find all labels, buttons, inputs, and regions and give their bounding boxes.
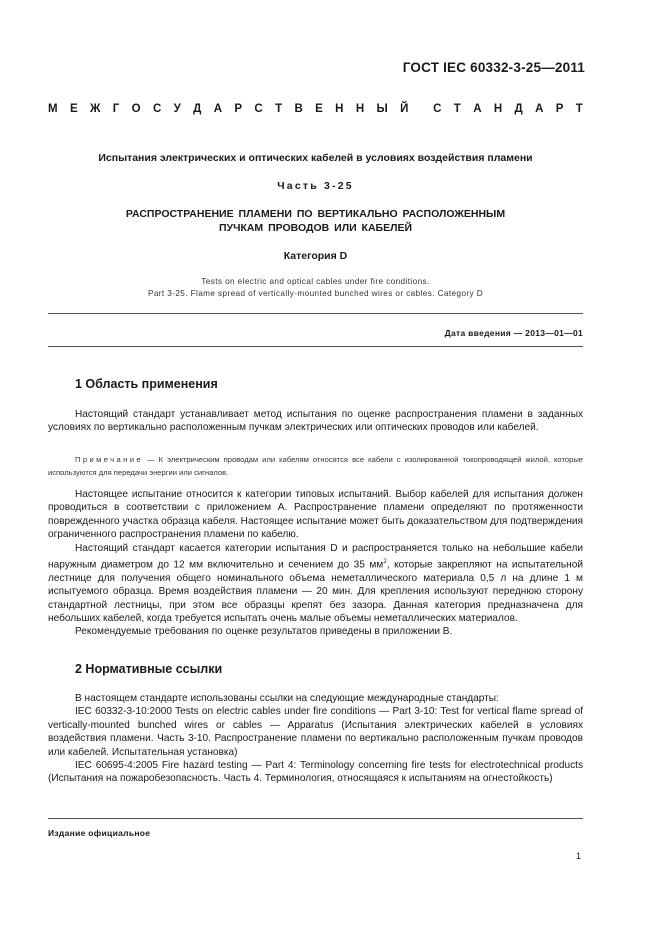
- document-code: ГОСТ IEC 60332-3-25—2011: [402, 60, 585, 75]
- banner-letter: Т: [575, 103, 583, 115]
- banner-letter: Н: [335, 103, 344, 115]
- divider-footer: [48, 818, 583, 819]
- section2-heading: 2 Нормативные ссылки: [75, 662, 223, 676]
- section2-body: [48, 692, 583, 786]
- banner-letter: Е: [69, 103, 78, 115]
- main-heading: [48, 207, 583, 235]
- section2-reference1: IEC 60332-3-10:2000 Tests on electric cables under fire conditions — Part 3-10: Test for vertical flame spread of vertically-mounted bunched wires or cables — Apparatus (Испытания электрических кабелей в условиях воздействия пламени. Часть 3-10. Распространение пламени по вертикально расположенным пучкам проводов или кабелей. Испытательная установка): [48, 706, 583, 758]
- banner-letter: А: [213, 103, 223, 115]
- section1-paragraph4: Рекомендуемые требования по оценке результатов приведены в приложении В.: [75, 626, 453, 638]
- note-text: — К электрическим проводам или кабелям относятся все кабели с изолированной токопроводящей жилой, которые используются для передачи энергии или сигналов.: [48, 455, 583, 477]
- title-line: Испытания электрических и оптических кабелей в условиях воздействия пламени: [98, 152, 533, 164]
- banner-letter: Д: [514, 103, 523, 115]
- banner-letter: Е: [315, 103, 323, 115]
- section1-paragraph3: Настоящий стандарт касается категории испытания D и распространяется только на небольшие кабели наружным диаметром до 12 мм включительно и сечением до 35 $мм^2$, которые закрепляют на испытательной лестнице для получения общего номинального объема неметаллического материала 0,5 л на длине 1 м испытуемого образца. Время воздействия пламени — 20 мин. Для крепления используют переднюю сторону стандартной лестницы, при этом все образцы крепят без зазора. Данная категория предназначена для небольших кабелей, когда требуется испытать очень малые объемы неметаллических материалов.: [48, 542, 583, 625]
- english-title-line2: Part 3-25. Flame spread of vertically-mounted bunched wires or cables. Category D: [147, 289, 484, 298]
- english-title-line1: Tests on electric and optical cables under fire conditions.: [201, 277, 430, 286]
- english-title: [48, 276, 583, 300]
- part-label: Часть 3-25: [277, 180, 354, 192]
- banner-letter: Т: [275, 103, 283, 115]
- category-label: Категория D: [283, 250, 348, 262]
- banner-letter: Р: [555, 103, 564, 115]
- banner-letter: Д: [193, 103, 202, 115]
- banner-letter: Й: [400, 103, 409, 115]
- banner-letter: С: [433, 103, 442, 115]
- section1-heading: 1 Область применения: [75, 377, 218, 391]
- section1-paragraph2: Настоящее испытание относится к категории типовых испытаний. Выбор кабелей для испытания должен проводиться в соответствии с приложением А. Распространение пламени определяют по протяженности поврежденного участка образца кабеля. Настоящее испытание может быть доказательством для подтверждения ограниченного распространения пламени по кабелю.: [48, 489, 583, 541]
- banner-letter: Н: [355, 103, 365, 115]
- banner-letter: Т: [453, 103, 461, 115]
- divider-top: [48, 313, 583, 314]
- banner-letter: Н: [493, 103, 503, 115]
- note-label: Примечание: [75, 455, 143, 464]
- main-heading-line2: ПУЧКАМ ПРОВОДОВ ИЛИ КАБЕЛЕЙ: [218, 222, 413, 234]
- banner-letter: Ы: [376, 103, 388, 115]
- section2-paragraph1: В настоящем стандарте использованы ссылки на следующие международные стандарты:: [75, 693, 499, 704]
- divider-date: [48, 346, 583, 347]
- main-heading-line1: РАСПРОСТРАНЕНИЕ ПЛАМЕНИ ПО ВЕРТИКАЛЬНО РАСПОЛОЖЕННЫМ: [125, 208, 506, 220]
- banner-letter: А: [535, 103, 544, 115]
- banner-letter: Р: [234, 103, 243, 115]
- banner-letter: С: [152, 103, 162, 115]
- interstate-standard-banner: [48, 103, 583, 115]
- banner-letter: Г: [112, 103, 120, 115]
- edition-label: Издание официальное: [48, 828, 151, 838]
- banner-letter: А: [473, 103, 482, 115]
- banner-letter: В: [294, 103, 303, 115]
- banner-letter: О: [131, 103, 141, 115]
- section2-reference2: IEC 60695-4:2005 Fire hazard testing — Part 4: Terminology concerning fire tests for electrotechnical products (Испытания на пожаробезопасность. Часть 4. Терминология, относящаяся к испытаниям на огнестойкость): [48, 760, 583, 785]
- banner-letter: М: [48, 103, 58, 115]
- section1-note: [48, 454, 583, 479]
- intro-date: Дата введения — 2013—01—01: [444, 328, 583, 338]
- page-number: 1: [575, 851, 581, 861]
- banner-letter: Ж: [89, 103, 101, 115]
- section1-body: [48, 488, 583, 639]
- section1-paragraph1: Настоящий стандарт устанавливает метод испытания по оценке распространения пламени в заданных условиях по вертикально расположенным пучкам электрических или оптических проводов или кабелей.: [48, 409, 583, 434]
- banner-letter: У: [173, 103, 181, 115]
- banner-letter: С: [254, 103, 263, 115]
